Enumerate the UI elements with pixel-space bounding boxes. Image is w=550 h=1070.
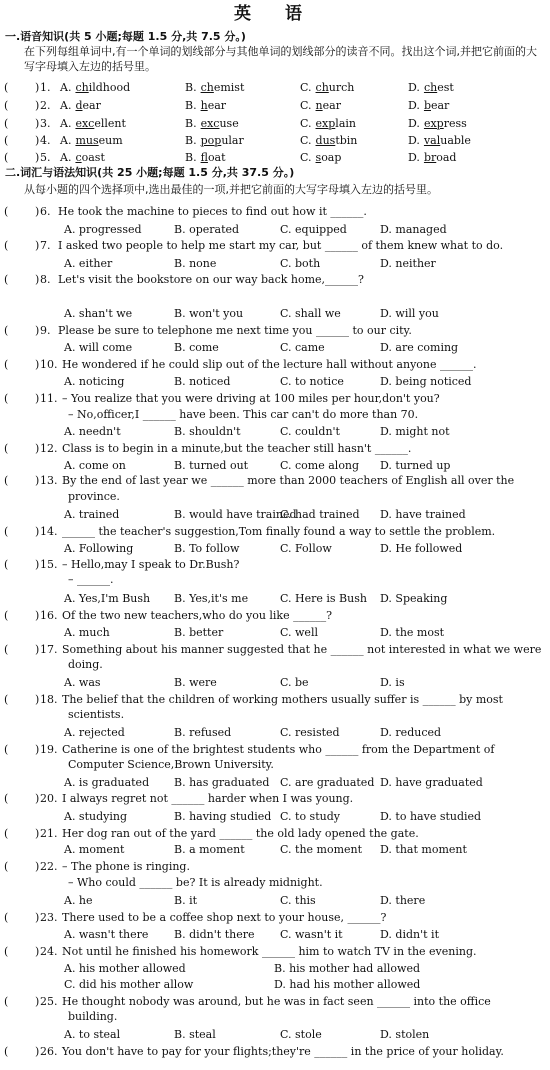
answer-paren-left: ( [4, 474, 9, 487]
option-d [408, 151, 456, 165]
answer-option: A. trained [64, 508, 120, 521]
option-b [185, 99, 226, 113]
underlined-part: ch [315, 81, 329, 94]
answer-option: B. better [174, 626, 224, 639]
question-stem: He thought nobody was around, but he was in fact seen ______ into the office [62, 995, 491, 1008]
word-rest: oad [436, 151, 457, 164]
question-number: 21. [40, 827, 58, 840]
answer-option: D. stolen [380, 1028, 430, 1041]
underlined-part: exp [423, 117, 444, 130]
question-stem: Let's visit the bookstore on our way back home,______? [58, 273, 364, 286]
answer-paren-right: ) [35, 643, 40, 656]
answer-option: D. will you [380, 307, 439, 320]
question-number: 6. [40, 205, 51, 218]
option-a [60, 117, 126, 131]
answer-option: A. progressed [64, 223, 142, 236]
answer-paren-right: ) [35, 792, 40, 805]
answer-option: A. rejected [64, 726, 125, 739]
answer-option: B. steal [174, 1028, 216, 1041]
answer-paren-left: ( [4, 860, 9, 873]
answer-paren-left: ( [4, 609, 9, 622]
section1-instruction: 在下列每组单词中,有一个单词的划线部分与其他单词的划线部分的读音不同。找出这个词,并把它前面的大写字母填入左边的括号里。 [24, 45, 537, 73]
answer-paren-right: ) [35, 442, 40, 455]
word-rest: ular [221, 134, 244, 147]
answer-paren-right: ) [35, 205, 40, 218]
answer-option: D. there [380, 894, 426, 907]
question-stem: Of the two new teachers,who do you like ______? [62, 609, 333, 622]
question-stem: You don't have to pay for your flights;they're ______ in the price of your holiday. [62, 1045, 504, 1058]
underlined-part: h [200, 99, 208, 112]
answer-option: D. had his mother allowed [274, 978, 421, 991]
underlined-part: val [423, 134, 441, 147]
question-number: 11. [40, 392, 58, 405]
answer-option: B. Yes,it's me [174, 592, 249, 605]
option-letter: C. [300, 81, 312, 94]
option-letter: C. [300, 151, 312, 164]
answer-paren-left: ( [4, 99, 9, 112]
underlined-part: n [315, 99, 323, 112]
answer-paren-left: ( [4, 693, 9, 706]
answer-option: D. being noticed [380, 375, 472, 388]
word-rest: eum [98, 134, 123, 147]
question-number: 2. [40, 99, 51, 112]
option-letter: C. [300, 117, 312, 130]
word-rest: oast [81, 151, 105, 164]
answer-option: D. that moment [380, 843, 467, 856]
question-stem: ______ the teacher's suggestion,Tom finally found a way to settle the problem. [62, 525, 496, 538]
question-number: 24. [40, 945, 58, 958]
question-stem: Not until he finished his homework ______ him to watch TV in the evening. [62, 945, 477, 958]
answer-paren-right: ) [35, 860, 40, 873]
answer-option: C. stole [280, 1028, 322, 1041]
underlined-part: fl [200, 151, 208, 164]
question-number: 4. [40, 134, 51, 147]
answer-option: B. operated [174, 223, 240, 236]
answer-option: D. reduced [380, 726, 442, 739]
answer-paren-right: ) [35, 117, 40, 130]
answer-option: B. didn't there [174, 928, 255, 941]
answer-option: C. both [280, 257, 321, 270]
question-number: 16. [40, 609, 58, 622]
answer-option: A. will come [64, 341, 133, 354]
question-stem: Please be sure to telephone me next time you ______ to our city. [58, 324, 412, 337]
option-b [185, 117, 239, 131]
answer-paren-left: ( [4, 151, 9, 164]
question-number: 22. [40, 860, 58, 873]
underlined-part: ch [200, 81, 214, 94]
underlined-part: d [75, 99, 83, 112]
question-stem: Something about his manner suggested that he ______ not interested in what we were [62, 643, 542, 656]
answer-paren-left: ( [4, 945, 9, 958]
answer-option: C. come along [280, 459, 360, 472]
section2-instruction: 从每小题的四个选择项中,选出最佳的一项,并把它前面的大写字母填入左边的括号里。 [24, 183, 438, 196]
option-d [408, 81, 454, 95]
answer-paren-right: ) [35, 827, 40, 840]
question-number: 12. [40, 442, 58, 455]
option-letter: A. [60, 99, 72, 112]
answer-paren-right: ) [35, 81, 40, 94]
answer-paren-left: ( [4, 392, 9, 405]
option-c [300, 99, 341, 113]
underlined-part: dus [315, 134, 336, 147]
question-number: 20. [40, 792, 58, 805]
answer-option: B. turned out [174, 459, 249, 472]
answer-option: C. came [280, 341, 325, 354]
option-letter: B. [185, 117, 197, 130]
option-a [60, 151, 105, 165]
question-stem-continued: building. [68, 1010, 118, 1023]
answer-option: B. were [174, 676, 217, 689]
underlined-part: s [315, 151, 322, 164]
answer-option: C. wasn't it [280, 928, 343, 941]
word-rest: ear [430, 99, 450, 112]
option-c [300, 151, 341, 165]
option-b [185, 151, 226, 165]
answer-option: B. a moment [174, 843, 245, 856]
answer-paren-right: ) [35, 474, 40, 487]
answer-paren-left: ( [4, 205, 9, 218]
option-letter: D. [408, 99, 420, 112]
answer-option: A. was [64, 676, 101, 689]
answer-paren-right: ) [35, 392, 40, 405]
answer-option: A. he [64, 894, 93, 907]
answer-paren-left: ( [4, 558, 9, 571]
answer-option: B. would have trained [174, 508, 297, 521]
answer-option: D. is [380, 676, 405, 689]
answer-paren-right: ) [35, 558, 40, 571]
question-number: 9. [40, 324, 51, 337]
answer-option: C. be [280, 676, 309, 689]
answer-paren-left: ( [4, 743, 9, 756]
answer-option: D. turned up [380, 459, 451, 472]
answer-option: A. to steal [64, 1028, 121, 1041]
answer-option: D. He followed [380, 542, 463, 555]
question-number: 1. [40, 81, 51, 94]
answer-paren-left: ( [4, 911, 9, 924]
answer-paren-left: ( [4, 995, 9, 1008]
answer-option: A. shan't we [64, 307, 133, 320]
question-stem: Her dog ran out of the yard ______ the old lady opened the gate. [62, 827, 419, 840]
word-rest: oat [207, 151, 226, 164]
answer-paren-right: ) [35, 911, 40, 924]
word-rest: urch [328, 81, 355, 94]
answer-option: C. to notice [280, 375, 344, 388]
answer-option: C. Follow [280, 542, 332, 555]
answer-option: D. might not [380, 425, 450, 438]
question-stem: The belief that the children of working mothers usually suffer is ______ by most [62, 693, 503, 706]
section1-heading: 一.语音知识(共 5 小题;每题 1.5 分,共 7.5 分。) [5, 30, 246, 43]
option-letter: A. [60, 134, 72, 147]
answer-paren-right: ) [35, 239, 40, 252]
option-letter: C. [300, 99, 312, 112]
option-letter: D. [408, 81, 420, 94]
question-stem: I asked two people to help me start my car, but ______ of them knew what to do. [58, 239, 504, 252]
word-rest: ildhood [88, 81, 131, 94]
answer-option: B. has graduated [174, 776, 270, 789]
answer-paren-right: ) [35, 324, 40, 337]
answer-option: A. much [64, 626, 110, 639]
underlined-part: b [423, 99, 431, 112]
answer-option: D. are coming [380, 341, 459, 354]
underlined-part: ch [75, 81, 89, 94]
option-letter: A. [60, 151, 72, 164]
option-c [300, 134, 357, 148]
answer-option: B. noticed [174, 375, 231, 388]
answer-option: C. to study [280, 810, 340, 823]
phonetics-row [0, 99, 550, 114]
option-letter: B. [185, 151, 197, 164]
answer-paren-left: ( [4, 239, 9, 252]
question-number: 5. [40, 151, 51, 164]
underlined-part: pop [200, 134, 222, 147]
answer-option: B. come [174, 341, 219, 354]
answer-option: C. the moment [280, 843, 363, 856]
option-letter: C. [300, 134, 312, 147]
question-stem-continued: – Who could ______ be? It is already midnight. [68, 876, 323, 889]
answer-option: A. wasn't there [64, 928, 149, 941]
answer-option: C. shall we [280, 307, 341, 320]
question-stem-continued: Computer Science,Brown University. [68, 758, 274, 771]
question-stem: Catherine is one of the brightest students who ______ from the Department of [62, 743, 495, 756]
answer-option: A. either [64, 257, 113, 270]
answer-paren-right: ) [35, 945, 40, 958]
underlined-part: br [423, 151, 437, 164]
word-rest: emist [213, 81, 245, 94]
answer-paren-left: ( [4, 324, 9, 337]
option-letter: B. [185, 99, 197, 112]
answer-option: A. noticing [64, 375, 125, 388]
answer-paren-left: ( [4, 643, 9, 656]
word-rest: use [219, 117, 239, 130]
answer-paren-right: ) [35, 1045, 40, 1058]
question-stem-continued: doing. [68, 658, 103, 671]
underlined-part: c [75, 151, 82, 164]
answer-option: C. did his mother allow [64, 978, 194, 991]
question-number: 23. [40, 911, 58, 924]
answer-option: C. equipped [280, 223, 347, 236]
answer-option: B. his mother had allowed [274, 962, 421, 975]
answer-paren-right: ) [35, 609, 40, 622]
answer-option: D. neither [380, 257, 436, 270]
word-rest: ear [207, 99, 227, 112]
underlined-part: exc [200, 117, 220, 130]
word-rest: ress [443, 117, 467, 130]
question-number: 13. [40, 474, 58, 487]
question-stem-continued: scientists. [68, 708, 125, 721]
answer-paren-left: ( [4, 358, 9, 371]
option-b [185, 134, 244, 148]
answer-option: D. didn't it [380, 928, 439, 941]
answer-option: B. it [174, 894, 198, 907]
word-rest: tbin [335, 134, 358, 147]
answer-option: D. have trained [380, 508, 466, 521]
answer-option: B. To follow [174, 542, 240, 555]
underlined-part: mus [75, 134, 99, 147]
answer-option: A. Yes,I'm Bush [64, 592, 151, 605]
answer-option: A. Following [64, 542, 134, 555]
answer-option: C. well [280, 626, 318, 639]
answer-option: D. Speaking [380, 592, 448, 605]
question-stem-continued: – No,officer,I ______ have been. This car can't do more than 70. [68, 408, 419, 421]
question-stem: – You realize that you were driving at 100 miles per hour,don't you? [62, 392, 440, 405]
answer-option: A. come on [64, 459, 126, 472]
answer-paren-right: ) [35, 693, 40, 706]
question-stem-continued: province. [68, 490, 120, 503]
answer-paren-left: ( [4, 525, 9, 538]
answer-paren-right: ) [35, 273, 40, 286]
page-title: 英 语 [234, 4, 316, 24]
option-a [60, 99, 101, 113]
question-stem: Class is to begin in a minute,but the teacher still hasn't ______. [62, 442, 412, 455]
answer-paren-right: ) [35, 99, 40, 112]
option-letter: A. [60, 117, 72, 130]
answer-option: C. had trained [280, 508, 360, 521]
question-stem: By the end of last year we ______ more than 2000 teachers of English all over the [62, 474, 515, 487]
answer-paren-right: ) [35, 358, 40, 371]
section2-heading: 二.词汇与语法知识(共 25 小题;每题 1.5 分,共 37.5 分。) [5, 166, 295, 179]
answer-option: C. are graduated [280, 776, 375, 789]
answer-paren-left: ( [4, 117, 9, 130]
option-letter: D. [408, 117, 420, 130]
answer-option: C. resisted [280, 726, 340, 739]
answer-paren-right: ) [35, 525, 40, 538]
option-letter: D. [408, 151, 420, 164]
option-letter: B. [185, 81, 197, 94]
question-number: 7. [40, 239, 51, 252]
option-letter: A. [60, 81, 72, 94]
question-stem: I always regret not ______ harder when I was young. [62, 792, 354, 805]
option-d [408, 117, 467, 131]
question-stem: He took the machine to pieces to find out how it ______. [58, 205, 367, 218]
answer-paren-right: ) [35, 743, 40, 756]
answer-option: B. refused [174, 726, 232, 739]
answer-paren-left: ( [4, 792, 9, 805]
answer-option: A. needn't [64, 425, 121, 438]
answer-paren-left: ( [4, 827, 9, 840]
answer-option: B. having studied [174, 810, 272, 823]
answer-option: B. none [174, 257, 217, 270]
answer-paren-right: ) [35, 151, 40, 164]
answer-paren-right: ) [35, 995, 40, 1008]
answer-paren-left: ( [4, 1045, 9, 1058]
underlined-part: ch [423, 81, 438, 94]
option-letter: B. [185, 134, 197, 147]
answer-option: C. this [280, 894, 316, 907]
question-stem-continued: – ______. [68, 573, 114, 586]
word-rest: est [437, 81, 454, 94]
option-a [60, 134, 123, 148]
answer-option: D. the most [380, 626, 445, 639]
phonetics-row [0, 151, 550, 166]
answer-option: B. won't you [174, 307, 244, 320]
question-number: 19. [40, 743, 58, 756]
question-number: 25. [40, 995, 58, 1008]
answer-option: A. is graduated [64, 776, 150, 789]
question-stem: He wondered if he could slip out of the lecture hall without anyone ______. [62, 358, 477, 371]
word-rest: lain [335, 117, 356, 130]
option-c [300, 117, 356, 131]
answer-option: A. moment [64, 843, 125, 856]
option-a [60, 81, 130, 95]
question-number: 26. [40, 1045, 58, 1058]
underlined-part: exp [315, 117, 336, 130]
answer-option: C. couldn't [280, 425, 340, 438]
option-d [408, 99, 449, 113]
answer-paren-right: ) [35, 134, 40, 147]
answer-paren-left: ( [4, 273, 9, 286]
question-stem: There used to be a coffee shop next to your house, ______? [62, 911, 387, 924]
question-stem: – The phone is ringing. [62, 860, 190, 873]
answer-option: C. Here is Bush [280, 592, 367, 605]
word-rest: uable [440, 134, 471, 147]
answer-option: D. have graduated [380, 776, 483, 789]
underlined-part: exc [75, 117, 95, 130]
answer-option: A. studying [64, 810, 127, 823]
answer-paren-left: ( [4, 442, 9, 455]
phonetics-row [0, 117, 550, 132]
answer-paren-left: ( [4, 81, 9, 94]
answer-paren-left: ( [4, 134, 9, 147]
word-rest: oap [321, 151, 342, 164]
question-number: 17. [40, 643, 58, 656]
answer-option: A. his mother allowed [64, 962, 186, 975]
question-stem: – Hello,may I speak to Dr.Bush? [62, 558, 240, 571]
option-c [300, 81, 354, 95]
answer-option: D. managed [380, 223, 447, 236]
question-number: 18. [40, 693, 58, 706]
option-letter: D. [408, 134, 420, 147]
option-b [185, 81, 244, 95]
question-number: 14. [40, 525, 58, 538]
question-number: 15. [40, 558, 58, 571]
word-rest: ear [322, 99, 341, 112]
word-rest: ellent [94, 117, 126, 130]
phonetics-row [0, 81, 550, 96]
word-rest: ear [82, 99, 101, 112]
phonetics-row [0, 134, 550, 149]
answer-option: B. shouldn't [174, 425, 241, 438]
question-number: 8. [40, 273, 51, 286]
question-number: 10. [40, 358, 58, 371]
question-number: 3. [40, 117, 51, 130]
answer-option: D. to have studied [380, 810, 482, 823]
option-d [408, 134, 471, 148]
